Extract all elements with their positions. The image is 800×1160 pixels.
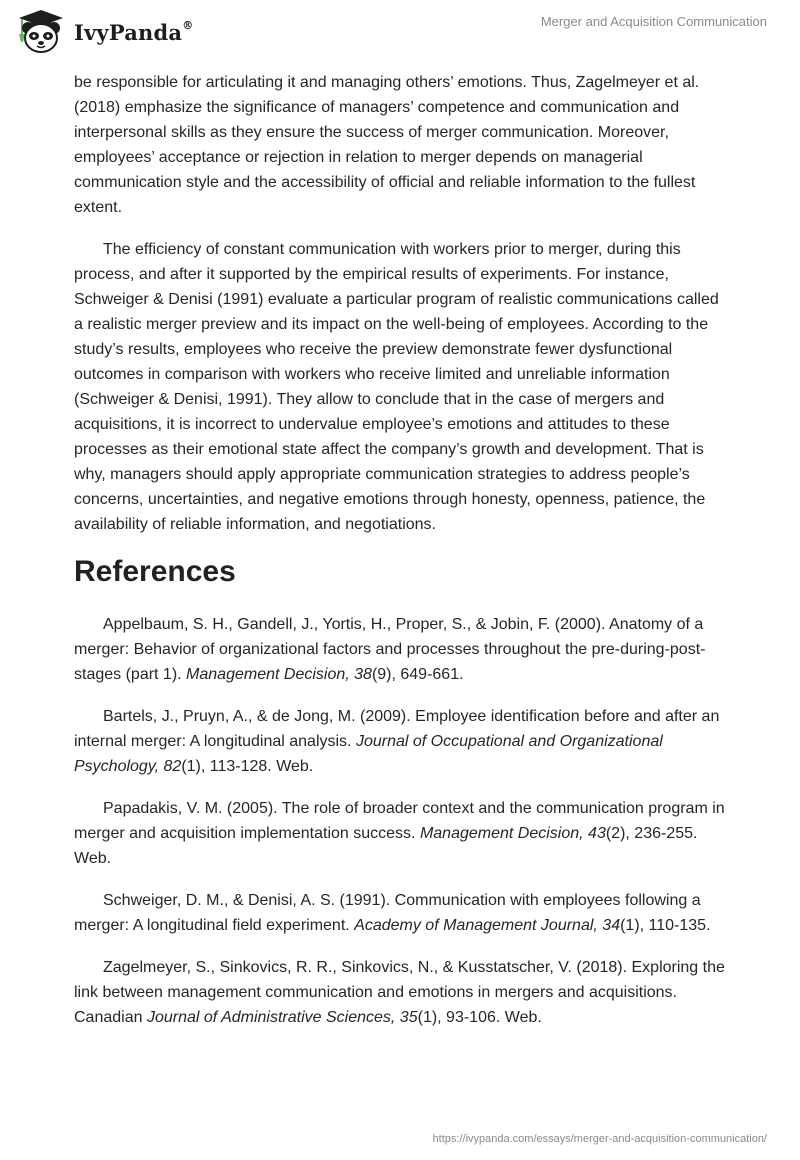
reference-journal: Journal of Occupational and Organizational Psychology, 82	[74, 733, 663, 775]
essay-content	[74, 70, 728, 1047]
body-paragraph: The efficiency of constant communication with workers prior to merger, during this process, and after it supported by the empirical results of experiments. For instance, Schweiger & Denisi (1991) evaluate a particular program of realistic communications called a realistic merger preview and its impact on the well-being of employees. According to the study’s results, employees who receive the preview demonstrate fewer dysfunctional outcomes in comparison with workers who receive limited and unreliable information (Schweiger & Denisi, 1991). They allow to conclude that in the case of mergers and acquisitions, it is incorrect to undervalue employee’s emotions and attitudes to these processes as their emotional state affect the company’s growth and development. That is why, managers should apply appropriate communication strategies to address people’s concerns, uncertainties, and negative emotions through honesty, openness, patience, the availability of reliable information, and negotiations.	[74, 241, 719, 533]
source-url[interactable]: https://ivypanda.com/essays/merger-and-acquisition-communication/	[432, 1133, 767, 1145]
reference-journal: Management Decision, 43	[419, 825, 606, 842]
reference-journal: Management Decision, 38	[186, 666, 372, 683]
reference-text: Zagelmeyer, S., Sinkovics, R. R., Sinkovics, N., & Kusstatscher, V. (2018). Exploring the link between management communication and emotions in mergers and acquisitions. Canadian	[74, 959, 725, 1026]
registered-mark: ®	[182, 18, 194, 32]
reference-text: Schweiger, D. M., & Denisi, A. S. (1991). Communication with employees following a merger: A longitudinal field experiment.	[74, 892, 701, 934]
reference-text: Bartels, J., Pruyn, A., & de Jong, M. (2009). Employee identification before and after an internal merger: A longitudinal analysis.	[74, 708, 720, 750]
reference-text: Papadakis, V. M. (2005). The role of broader context and the communication program in merger and acquisition implementation success.	[74, 800, 725, 842]
reference-pages: (9), 649-661.	[371, 666, 464, 683]
reference-entry	[74, 796, 728, 871]
panda-graduation-cap-icon	[14, 8, 68, 54]
reference-text: Appelbaum, S. H., Gandell, J., Yortis, H., Proper, S., & Jobin, F. (2000). Anatomy of a merger: Behavior of organizational factors and processes throughout the pre-during-post-stages (part 1).	[74, 616, 706, 683]
reference-pages: (1), 93-106. Web.	[417, 1009, 542, 1026]
document-title: Merger and Acquisition Communication	[540, 14, 767, 29]
reference-pages: (1), 110-135.	[620, 917, 711, 934]
reference-pages: (1), 113-128. Web.	[181, 758, 314, 775]
page-header	[0, 0, 800, 70]
reference-entry	[74, 612, 728, 687]
reference-journal: Journal of Administrative Sciences, 35	[146, 1009, 418, 1026]
brand-name	[74, 20, 193, 45]
reference-entry	[74, 955, 728, 1030]
reference-journal: Academy of Management Journal, 34	[354, 917, 621, 934]
reference-entry	[74, 888, 728, 938]
references-heading: References	[74, 555, 236, 588]
reference-entry	[74, 704, 728, 779]
brand-logo[interactable]	[14, 8, 193, 54]
reference-pages: (2), 236-255. Web.	[74, 825, 698, 867]
brand-name-text: IvyPanda	[74, 19, 183, 45]
body-paragraph: be responsible for articulating it and managing others’ emotions. Thus, Zagelmeyer et al. (2018) emphasize the significance of managers’ competence and communication and interpersonal skills as they ensure the success of merger communication. Moreover, employees’ acceptance or rejection in relation to merger depends on managerial communication style and the accessibility of official and reliable information to the fullest extent.	[74, 74, 700, 216]
